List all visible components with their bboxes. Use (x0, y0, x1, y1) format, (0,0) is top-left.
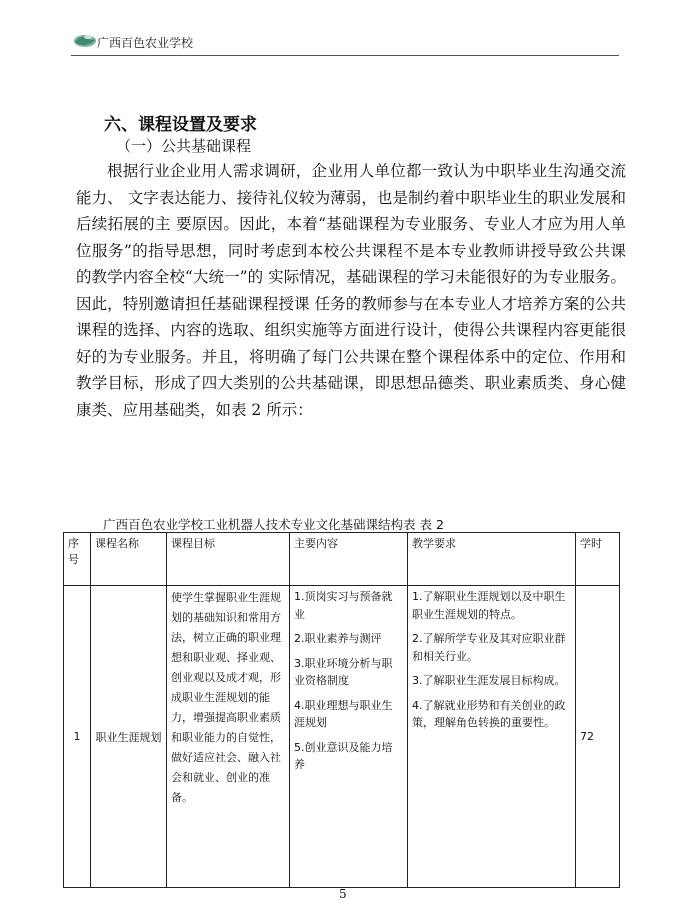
content-item: 3.职业环境分析与职业资格制度 (294, 656, 393, 687)
header-teaching-requirements: 教学要求 (408, 533, 576, 586)
header-course-name: 课程名称 (91, 533, 167, 586)
header-main-content: 主要内容 (290, 533, 408, 586)
table-header-row (64, 533, 620, 586)
header-hours: 学时 (576, 533, 620, 586)
course-table (63, 532, 620, 888)
section-title: 六、课程设置及要求 (104, 115, 257, 135)
row-main-content (290, 586, 408, 888)
requirement-item: 1.了解职业生涯规划以及中职生职业生涯规划的特点。 (412, 590, 566, 621)
subsection-title: （一）公共基础课程 (116, 137, 252, 155)
page-number: 5 (339, 887, 347, 901)
row-course-name: 职业生涯规划 (91, 586, 167, 888)
requirement-item: 4.了解就业形势和有关创业的政策，理解角色转换的重要性。 (412, 698, 566, 729)
content-item: 4.职业理想与职业生涯规划 (294, 698, 393, 729)
header-course-goal: 课程目标 (167, 533, 290, 586)
table-caption: 广西百色农业学校工业机器人技术专业文化基础课结构表 表 2 (103, 517, 444, 532)
row-hours: 72 (576, 586, 620, 888)
row-course-goal: 使学生掌握职业生涯规划的基础知识和常用方法，树立正确的职业理想和职业观、择业观、创业观以及成才观，形成职业生涯规划的能力，增强提高职业素质和职业能力的自觉性，做好适应社会、融入社会和就业、创业的准备。 (167, 586, 290, 888)
body-paragraph: 根据行业企业用人需求调研，企业用人单位都一致认为中职毕业生沟通交流能力、 文字表达能力、接待礼仪较为薄弱，也是制约着中职毕业生的职业发展和后续拓展的主 要原因。因此，本着“基础课程为专业服务、专业人才应为用人单位服务”的指导思想，同时考虑到本校公共课程不是本专业教师讲授导致公共课的教学内容全校“大统一”的 实际情况，基础课程的学习未能很好的为专业服务。因此，特别邀请担任基础课程授课 任务的教师参与在本专业人才培养方案的公共课程的选择、内容的选取、组织实施等方面进行设计，使得公共课程内容更能很好的为专业服务。并且，将明确了每门公共课在整个课程体系中的定位、作用和教学目标，形成了四大类别的公共基础课，即思想品德类、职业素质类、身心健康类、应用基础类，如表 2 所示： (76, 162, 626, 419)
page-header (71, 28, 619, 56)
row-seq: 1 (64, 586, 91, 888)
content-item: 1.顶岗实习与预备就业 (294, 590, 393, 621)
content-item: 5.创业意识及能力培养 (294, 740, 393, 771)
requirement-item: 3.了解职业生涯发展目标构成。 (412, 674, 566, 687)
row-teaching-requirements (408, 586, 576, 888)
requirement-item: 2.了解所学专业及其对应职业群和相关行业。 (412, 632, 566, 663)
school-name: 广西百色农业学校 (97, 36, 194, 50)
table-row (64, 586, 620, 888)
content-item: 2.职业素养与测评 (294, 632, 382, 645)
header-seq: 序号 (64, 533, 91, 586)
school-logo-icon (73, 31, 97, 49)
